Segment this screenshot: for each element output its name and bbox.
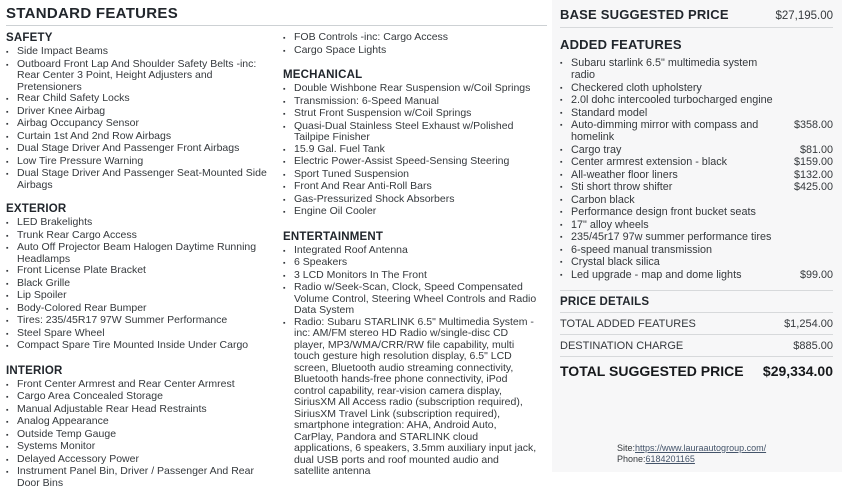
feature-columns — [6, 32, 547, 489]
feature-text: Cargo Area Concealed Storage — [17, 391, 274, 404]
feature-item — [6, 46, 274, 59]
feature-item — [283, 181, 537, 194]
bullet-icon: ▪ — [6, 404, 17, 417]
feature-item — [283, 83, 537, 96]
added-feature-row — [560, 231, 833, 244]
feature-text: Delayed Accessory Power — [17, 454, 274, 467]
feature-item — [6, 265, 274, 278]
added-feature-label: Subaru starlink 6.5" multimedia system radio — [571, 57, 778, 82]
feature-text: Outboard Front Lap And Shoulder Safety Belts -inc: Rear Center 3 Point, Height Adjusters and Pretensioners — [17, 59, 274, 94]
feature-item — [6, 59, 274, 94]
feature-item — [6, 143, 274, 156]
feature-text: Driver Knee Airbag — [17, 106, 274, 119]
feature-text: Instrument Panel Bin, Driver / Passenger And Rear Door Bins — [17, 466, 274, 489]
bullet-icon: ▪ — [6, 118, 17, 131]
added-feature-label: All-weather floor liners — [571, 169, 778, 182]
feature-text: Radio w/Seek-Scan, Clock, Speed Compensated Volume Control, Steering Wheel Controls and Radio Data System — [294, 282, 537, 317]
price-detail-value: $1,254.00 — [784, 318, 833, 330]
bullet-icon: ▪ — [6, 106, 17, 119]
bullet-icon: ▪ — [560, 57, 571, 82]
entertainment-list — [283, 245, 537, 478]
bullet-icon: ▪ — [6, 340, 17, 353]
bullet-icon: ▪ — [6, 168, 17, 191]
feature-item — [283, 32, 537, 45]
bullet-icon: ▪ — [6, 290, 17, 303]
bullet-icon: ▪ — [6, 217, 17, 230]
price-panel — [552, 0, 842, 472]
added-feature-label: Center armrest extension - black — [571, 156, 778, 169]
section-exterior — [6, 203, 274, 353]
bullet-icon: ▪ — [6, 265, 17, 278]
added-feature-price: $132.00 — [778, 169, 833, 181]
feature-text: Integrated Roof Antenna — [294, 245, 537, 258]
feature-item — [6, 168, 274, 191]
feature-text: Trunk Rear Cargo Access — [17, 230, 274, 243]
added-feature-label-wrap — [560, 181, 778, 194]
price-detail-value: $885.00 — [793, 340, 833, 352]
added-feature-label-wrap — [560, 82, 778, 95]
added-feature-label-wrap — [560, 244, 778, 257]
feature-item — [6, 466, 274, 489]
added-feature-label: Carbon black — [571, 194, 778, 207]
feature-item — [6, 242, 274, 265]
feature-item — [283, 45, 537, 58]
feature-text: Steel Spare Wheel — [17, 328, 274, 341]
added-features-heading: ADDED FEATURES — [560, 37, 833, 52]
added-feature-row — [560, 94, 833, 107]
bullet-icon: ▪ — [6, 466, 17, 489]
added-feature-label-wrap — [560, 94, 778, 107]
bullet-icon: ▪ — [560, 194, 571, 207]
section-safety — [6, 32, 274, 191]
features-column-2 — [283, 32, 537, 489]
price-details-table — [560, 313, 833, 357]
bullet-icon: ▪ — [560, 169, 571, 182]
phone-link[interactable]: 6184201165 — [646, 454, 695, 464]
added-feature-label-wrap — [560, 156, 778, 169]
feature-item — [283, 206, 537, 219]
bullet-icon: ▪ — [283, 169, 294, 182]
feature-text: 3 LCD Monitors In The Front — [294, 270, 537, 283]
added-feature-row — [560, 144, 833, 157]
added-feature-price: $425.00 — [778, 181, 833, 193]
interior-heading: INTERIOR — [6, 365, 274, 377]
added-feature-row — [560, 194, 833, 207]
safety-list — [6, 46, 274, 191]
bullet-icon: ▪ — [560, 119, 571, 144]
bullet-icon: ▪ — [560, 107, 571, 120]
added-feature-label-wrap — [560, 144, 778, 157]
added-feature-row — [560, 57, 833, 82]
exterior-list — [6, 217, 274, 353]
base-price-label: BASE SUGGESTED PRICE — [560, 7, 729, 22]
added-feature-price: $358.00 — [778, 119, 833, 131]
bullet-icon: ▪ — [283, 32, 294, 45]
base-price-value: $27,195.00 — [775, 10, 833, 22]
added-feature-row — [560, 244, 833, 257]
feature-text: Dual Stage Driver And Passenger Front Airbags — [17, 143, 274, 156]
bullet-icon: ▪ — [6, 441, 17, 454]
bullet-icon: ▪ — [6, 131, 17, 144]
phone-label: Phone: — [617, 454, 646, 464]
bullet-icon: ▪ — [283, 194, 294, 207]
price-detail-label: DESTINATION CHARGE — [560, 340, 683, 352]
added-feature-label: 6-speed manual transmission — [571, 244, 778, 257]
standard-features-title: STANDARD FEATURES — [6, 5, 547, 22]
added-feature-label-wrap — [560, 256, 778, 269]
total-suggested-price-row — [560, 357, 833, 379]
added-feature-row — [560, 206, 833, 219]
section-convenience-continued — [283, 32, 537, 57]
exterior-heading: EXTERIOR — [6, 203, 274, 215]
feature-text: Sport Tuned Suspension — [294, 169, 537, 182]
bullet-icon: ▪ — [283, 317, 294, 478]
feature-text: Manual Adjustable Rear Head Restraints — [17, 404, 274, 417]
feature-text: Low Tire Pressure Warning — [17, 156, 274, 169]
bullet-icon: ▪ — [6, 278, 17, 291]
bullet-icon: ▪ — [560, 181, 571, 194]
bullet-icon: ▪ — [560, 231, 571, 244]
features-column-1 — [6, 32, 274, 489]
added-feature-row — [560, 82, 833, 95]
feature-item — [283, 257, 537, 270]
bullet-icon: ▪ — [560, 206, 571, 219]
bullet-icon: ▪ — [560, 144, 571, 157]
interior-list — [6, 379, 274, 489]
site-label: Site: — [617, 443, 635, 453]
added-feature-label: Auto-dimming mirror with compass and homelink — [571, 119, 778, 144]
added-features-list — [560, 57, 833, 281]
bullet-icon: ▪ — [6, 230, 17, 243]
feature-text: Radio: Subaru STARLINK 6.5" Multimedia System - inc: AM/FM stereo HD Radio w/single-disc CD player, MP3/WMA/CRR/RW file capability, multi touch gesture high resolution display, 6.5" LCD screen, Bluetooth audio streaming connectivity, Bluetooth hands-free phone connectivity, iPod control capability, rear-vision camera display, SiriusXM All Access radio (subscription required), SiriusXM Travel Link (subscription required), smartphone integration: AHA, Android Auto, CarPlay, Pandora and STARLINK cloud applications, 6 speakers, 3.5mm auxiliary input jack, dual USB ports and roof mounted audio and satellite antenna — [294, 317, 537, 478]
feature-text: Black Grille — [17, 278, 274, 291]
added-feature-label: Cargo tray — [571, 144, 778, 157]
feature-item — [6, 118, 274, 131]
feature-text: LED Brakelights — [17, 217, 274, 230]
feature-text: Dual Stage Driver And Passenger Seat-Mounted Side Airbags — [17, 168, 274, 191]
added-feature-label: Performance design front bucket seats — [571, 206, 778, 219]
feature-text: Gas-Pressurized Shock Absorbers — [294, 194, 537, 207]
site-link[interactable]: https://www.lauraautogroup.com/ — [635, 443, 766, 453]
bullet-icon: ▪ — [283, 121, 294, 144]
feature-text: Front And Rear Anti-Roll Bars — [294, 181, 537, 194]
base-suggested-price-row — [560, 7, 833, 28]
bullet-icon: ▪ — [283, 270, 294, 283]
feature-text: Auto Off Projector Beam Halogen Daytime Running Headlamps — [17, 242, 274, 265]
bullet-icon: ▪ — [6, 156, 17, 169]
added-feature-row — [560, 169, 833, 182]
bullet-icon: ▪ — [560, 94, 571, 107]
bullet-icon: ▪ — [560, 244, 571, 257]
mechanical-list — [283, 83, 537, 219]
bullet-icon: ▪ — [560, 156, 571, 169]
feature-text: Lip Spoiler — [17, 290, 274, 303]
feature-text: Body-Colored Rear Bumper — [17, 303, 274, 316]
added-feature-label-wrap — [560, 219, 778, 232]
bullet-icon: ▪ — [283, 45, 294, 58]
bullet-icon: ▪ — [560, 256, 571, 269]
feature-text: Front Center Armrest and Rear Center Armrest — [17, 379, 274, 392]
bullet-icon: ▪ — [283, 83, 294, 96]
bullet-icon: ▪ — [6, 59, 17, 94]
added-feature-row — [560, 119, 833, 144]
added-feature-label: Sti short throw shifter — [571, 181, 778, 194]
bullet-icon: ▪ — [283, 108, 294, 121]
bullet-icon: ▪ — [283, 206, 294, 219]
feature-item — [6, 441, 274, 454]
bullet-icon: ▪ — [6, 379, 17, 392]
price-details-heading: PRICE DETAILS — [560, 290, 833, 313]
mechanical-heading: MECHANICAL — [283, 69, 537, 81]
bullet-icon: ▪ — [283, 156, 294, 169]
safety-heading: SAFETY — [6, 32, 274, 44]
section-entertainment — [283, 231, 537, 478]
added-feature-label-wrap — [560, 57, 778, 82]
price-detail-label: TOTAL ADDED FEATURES — [560, 318, 696, 330]
bullet-icon: ▪ — [283, 144, 294, 157]
phone-line — [617, 454, 766, 465]
added-feature-label-wrap — [560, 169, 778, 182]
bullet-icon: ▪ — [6, 315, 17, 328]
bullet-icon: ▪ — [283, 257, 294, 270]
added-feature-price: $159.00 — [778, 156, 833, 168]
feature-text: Quasi-Dual Stainless Steel Exhaust w/Polished Tailpipe Finisher — [294, 121, 537, 144]
added-feature-price: $99.00 — [778, 269, 833, 281]
bullet-icon: ▪ — [560, 82, 571, 95]
added-feature-row — [560, 219, 833, 232]
feature-item — [6, 416, 274, 429]
feature-text: Double Wishbone Rear Suspension w/Coil Springs — [294, 83, 537, 96]
bullet-icon: ▪ — [560, 269, 571, 282]
feature-text: 15.9 Gal. Fuel Tank — [294, 144, 537, 157]
feature-item — [6, 290, 274, 303]
feature-item — [6, 315, 274, 328]
convenience-list — [283, 32, 537, 57]
added-feature-label-wrap — [560, 231, 778, 244]
added-feature-label: 2.0l dohc intercooled turbocharged engine — [571, 94, 778, 107]
added-feature-label: 17" alloy wheels — [571, 219, 778, 232]
feature-text: Cargo Space Lights — [294, 45, 537, 58]
feature-item — [283, 282, 537, 317]
feature-text: Airbag Occupancy Sensor — [17, 118, 274, 131]
added-feature-label-wrap — [560, 107, 778, 120]
bullet-icon: ▪ — [283, 96, 294, 109]
bullet-icon: ▪ — [6, 391, 17, 404]
bullet-icon: ▪ — [6, 454, 17, 467]
added-feature-row — [560, 269, 833, 282]
added-feature-label-wrap — [560, 269, 778, 282]
feature-text: Analog Appearance — [17, 416, 274, 429]
bullet-icon: ▪ — [6, 416, 17, 429]
entertainment-heading: ENTERTAINMENT — [283, 231, 537, 243]
title-divider — [6, 25, 547, 26]
added-feature-row — [560, 156, 833, 169]
feature-item — [283, 317, 537, 478]
bullet-icon: ▪ — [560, 219, 571, 232]
feature-text: Tires: 235/45R17 97W Summer Performance — [17, 315, 274, 328]
added-feature-label: Led upgrade - map and dome lights — [571, 269, 778, 282]
bullet-icon: ▪ — [6, 242, 17, 265]
section-mechanical — [283, 69, 537, 219]
feature-text: 6 Speakers — [294, 257, 537, 270]
feature-text: Rear Child Safety Locks — [17, 93, 274, 106]
bullet-icon: ▪ — [6, 46, 17, 59]
added-feature-label: Checkered cloth upholstery — [571, 82, 778, 95]
feature-text: Curtain 1st And 2nd Row Airbags — [17, 131, 274, 144]
feature-item — [6, 340, 274, 353]
bullet-icon: ▪ — [6, 429, 17, 442]
bullet-icon: ▪ — [283, 181, 294, 194]
feature-item — [6, 391, 274, 404]
standard-features-area — [6, 5, 547, 489]
price-detail-row — [560, 313, 833, 335]
section-interior — [6, 365, 274, 489]
added-feature-label-wrap — [560, 194, 778, 207]
feature-text: FOB Controls -inc: Cargo Access — [294, 32, 537, 45]
added-feature-row — [560, 107, 833, 120]
feature-item — [283, 108, 537, 121]
bullet-icon: ▪ — [283, 245, 294, 258]
feature-text: Engine Oil Cooler — [294, 206, 537, 219]
feature-text: Systems Monitor — [17, 441, 274, 454]
feature-text: Compact Spare Tire Mounted Inside Under Cargo — [17, 340, 274, 353]
bullet-icon: ▪ — [6, 303, 17, 316]
feature-item — [283, 156, 537, 169]
added-feature-label: Standard model — [571, 107, 778, 120]
feature-item — [6, 93, 274, 106]
price-detail-row — [560, 335, 833, 357]
feature-text: Strut Front Suspension w/Coil Springs — [294, 108, 537, 121]
added-feature-label-wrap — [560, 206, 778, 219]
feature-item — [6, 217, 274, 230]
added-feature-label: Crystal black silica — [571, 256, 778, 269]
total-price-value: $29,334.00 — [763, 363, 833, 379]
added-feature-row — [560, 256, 833, 269]
added-feature-price: $81.00 — [778, 144, 833, 156]
feature-text: Front License Plate Bracket — [17, 265, 274, 278]
added-feature-label-wrap — [560, 119, 778, 144]
bullet-icon: ▪ — [6, 93, 17, 106]
feature-text: Transmission: 6-Speed Manual — [294, 96, 537, 109]
dealer-contact-footer — [617, 443, 766, 465]
feature-text: Outside Temp Gauge — [17, 429, 274, 442]
feature-item — [283, 121, 537, 144]
added-feature-label: 235/45r17 97w summer performance tires — [571, 231, 778, 244]
bullet-icon: ▪ — [6, 328, 17, 341]
bullet-icon: ▪ — [6, 143, 17, 156]
total-price-label: TOTAL SUGGESTED PRICE — [560, 363, 744, 379]
bullet-icon: ▪ — [283, 282, 294, 317]
feature-text: Side Impact Beams — [17, 46, 274, 59]
added-feature-row — [560, 181, 833, 194]
site-line — [617, 443, 766, 454]
feature-text: Electric Power-Assist Speed-Sensing Steering — [294, 156, 537, 169]
